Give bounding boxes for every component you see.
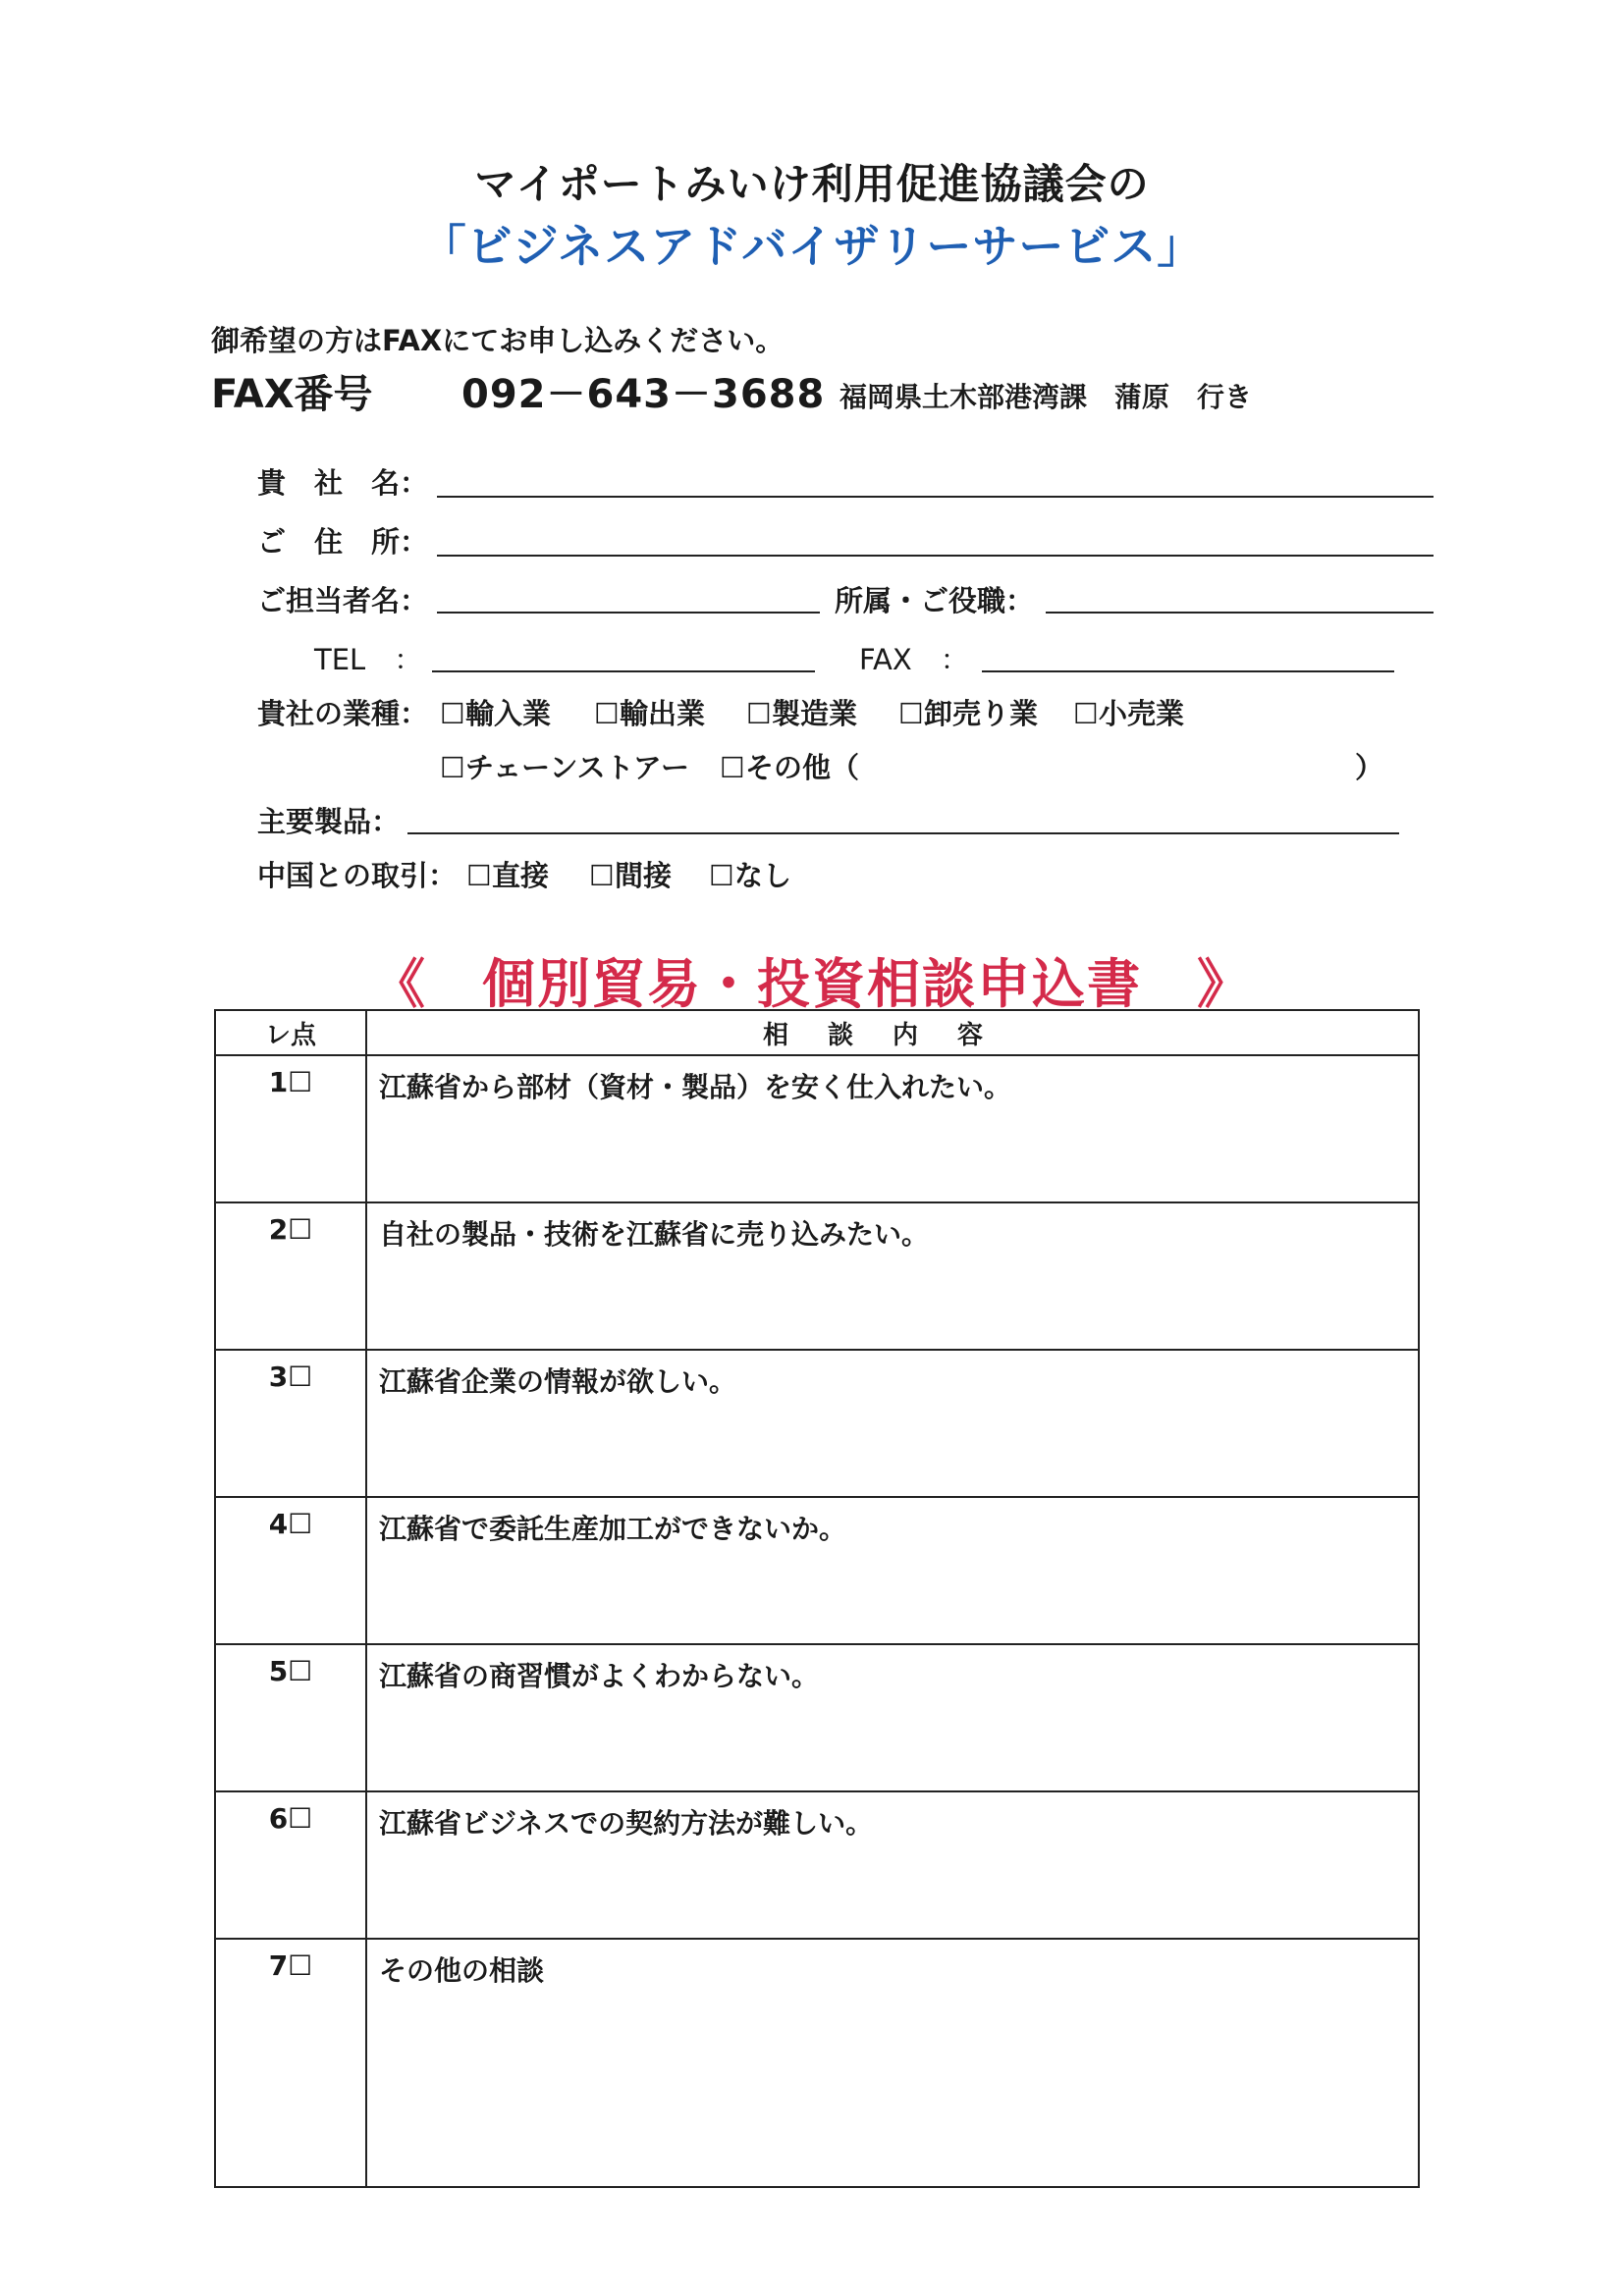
checkbox-indirect[interactable]: ☐間接 <box>589 859 672 892</box>
instruction-text: 御希望の方はFAXにてお申し込みください。 <box>211 324 785 357</box>
table-row <box>215 1644 1419 1791</box>
table-row <box>215 1202 1419 1350</box>
fax-number-label: FAX番号 <box>211 372 373 417</box>
application-title: 《 個別貿易・投資相談申込書 》 <box>372 953 1252 1015</box>
col-content-header <box>366 1010 1419 1055</box>
products-label: 主要製品： <box>257 805 401 838</box>
dept-label: 所属・ご役職： <box>835 584 1035 617</box>
row-text: 江蘇省から部材（資材・製品）を安く仕入れたい。 <box>366 1055 1419 1202</box>
checkbox-retail[interactable]: ☐小売業 <box>1073 697 1184 730</box>
fax-label: FAX ： <box>859 643 969 676</box>
checkbox-import[interactable]: ☐輸入業 <box>440 697 551 730</box>
checkbox-direct[interactable]: ☐直接 <box>466 859 549 892</box>
row-check[interactable]: 3☐ <box>215 1350 366 1497</box>
row-check[interactable]: 2☐ <box>215 1202 366 1350</box>
checkbox-other[interactable]: ☐その他（ <box>720 751 859 784</box>
row-check[interactable]: 5☐ <box>215 1644 366 1791</box>
company-field[interactable] <box>437 496 1434 498</box>
row-check[interactable]: 1☐ <box>215 1055 366 1202</box>
col-check-header: レ点 <box>215 1010 366 1055</box>
fax-number: 092－643－3688 <box>461 372 826 417</box>
row-text: その他の相談 <box>366 1939 1419 2187</box>
row-check[interactable]: 6☐ <box>215 1791 366 1939</box>
title-line-1: マイポートみいけ利用促進協議会の <box>474 160 1150 208</box>
row-text: 江蘇省の商習慣がよくわからない。 <box>366 1644 1419 1791</box>
row-text: 江蘇省ビジネスでの契約方法が難しい。 <box>366 1791 1419 1939</box>
address-label: ご 住 所： <box>257 525 429 559</box>
table-row <box>215 1497 1419 1644</box>
business-label: 貴社の業種： <box>257 697 429 730</box>
row-check[interactable]: 4☐ <box>215 1497 366 1644</box>
tel-label: TEL ： <box>314 643 423 676</box>
checkbox-export[interactable]: ☐輸出業 <box>594 697 705 730</box>
contact-label: ご担当者名： <box>257 584 429 617</box>
address-field[interactable] <box>437 555 1434 557</box>
col-content-label: 相談内容 <box>762 1020 1022 1050</box>
consultation-table <box>214 1009 1420 2188</box>
fax-destination: 福岡県土木部港湾課 蒲原 行き <box>839 381 1253 413</box>
other-close-paren: ） <box>1355 751 1384 784</box>
dept-field[interactable] <box>1046 612 1434 614</box>
checkbox-none[interactable]: ☐なし <box>709 859 791 892</box>
table-row <box>215 1055 1419 1202</box>
tel-field[interactable] <box>432 670 815 672</box>
row-text: 江蘇省で委託生産加工ができないか。 <box>366 1497 1419 1644</box>
china-trade-label: 中国との取引： <box>257 859 458 892</box>
title-line-2: 「ビジネスアドバイザリーサービス」 <box>420 220 1204 273</box>
table-row <box>215 1939 1419 2187</box>
checkbox-wholesale[interactable]: ☐卸売り業 <box>898 697 1038 730</box>
products-field[interactable] <box>407 832 1399 834</box>
company-label: 貴 社 名： <box>257 466 429 500</box>
row-text: 江蘇省企業の情報が欲しい。 <box>366 1350 1419 1497</box>
row-check[interactable]: 7☐ <box>215 1939 366 2187</box>
row-text: 自社の製品・技術を江蘇省に売り込みたい。 <box>366 1202 1419 1350</box>
table-row <box>215 1350 1419 1497</box>
table-row <box>215 1791 1419 1939</box>
checkbox-manufacturing[interactable]: ☐製造業 <box>746 697 857 730</box>
fax-field[interactable] <box>982 670 1394 672</box>
checkbox-chain-store[interactable]: ☐チェーンストアー <box>440 751 689 784</box>
contact-field[interactable] <box>437 612 820 614</box>
